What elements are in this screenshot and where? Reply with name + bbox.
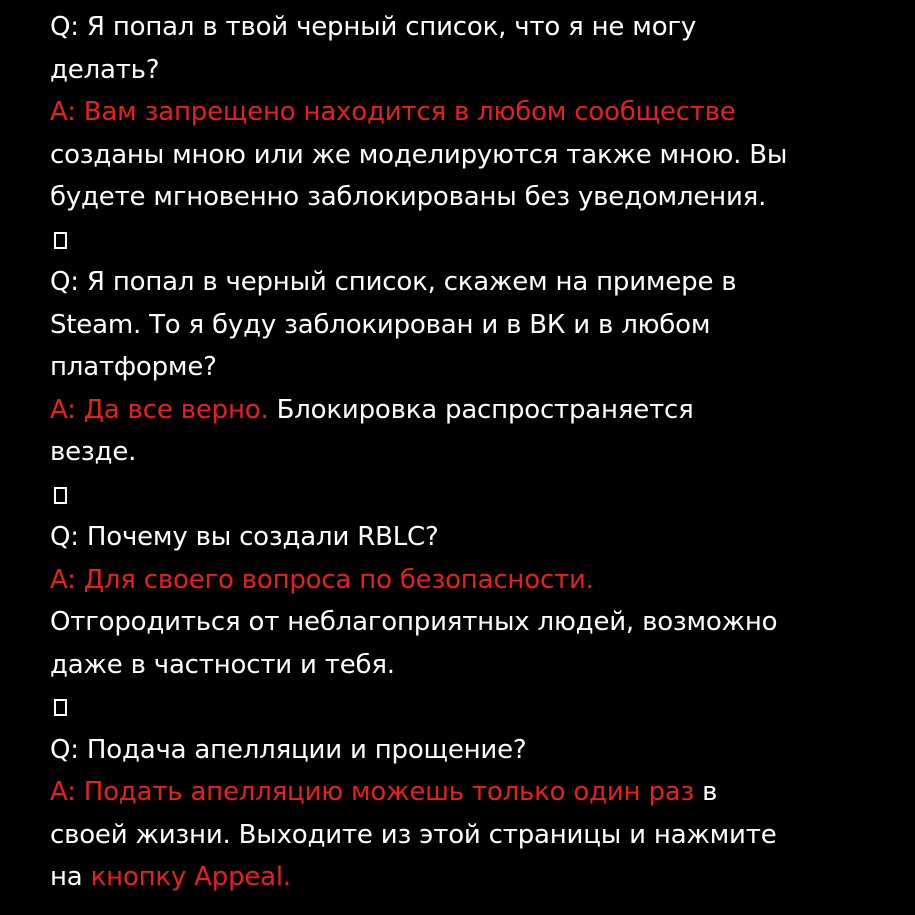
answer-4-text: в xyxy=(694,777,718,807)
answer-4-highlight: A: Подать апелляцию можешь только один раз xyxy=(50,777,695,807)
answer-1-line-2: созданы мною или же моделируются также мною. Вы xyxy=(50,139,788,170)
question-3-line-1: Q: Почему вы создали RBLC? xyxy=(50,522,439,552)
answer-4-line-1 xyxy=(50,771,880,814)
question-1-line-1: Q: Я попал в твой черный список, что я не могу xyxy=(50,12,697,42)
faq-document xyxy=(50,6,880,899)
missing-glyph-icon xyxy=(54,487,67,504)
separator-1 xyxy=(50,219,880,262)
answer-4-line-3 xyxy=(50,856,880,899)
answer-2-line-2: везде. xyxy=(50,437,137,467)
separator-2 xyxy=(50,474,880,517)
answer-3-line-3: даже в частности и тебя. xyxy=(50,649,395,680)
appeal-button-mention: кнопку Appeal. xyxy=(90,862,291,892)
answer-4-line-2: своей жизни. Выходите из этой страницы и нажмите xyxy=(50,819,777,850)
answer-2-highlight: A: Да все верно. xyxy=(50,394,269,425)
answer-1-highlight: A: Вам запрещено находится в любом сообществе xyxy=(50,97,736,127)
answer-2-text: Блокировка распространяется xyxy=(268,394,694,425)
answer-3-line-2: Отгородиться от неблагоприятных людей, возможно xyxy=(50,607,778,637)
answer-3-highlight: A: Для своего вопроса по безопасности. xyxy=(50,564,594,595)
question-2-line-3: платформе? xyxy=(50,352,217,382)
separator-3 xyxy=(50,686,880,729)
answer-2-line-1 xyxy=(50,389,880,432)
missing-glyph-icon xyxy=(54,232,67,249)
question-2-line-1: Q: Я попал в черный список, скажем на примере в xyxy=(50,267,737,297)
missing-glyph-icon xyxy=(54,699,67,716)
answer-1-line-3: будете мгновенно заблокированы без уведомления. xyxy=(50,182,767,212)
question-4-line-1: Q: Подача апелляции и прощение? xyxy=(50,734,527,765)
question-1-line-2: делать? xyxy=(50,54,160,85)
answer-4-prefix: на xyxy=(50,862,91,892)
question-2-line-2: Steam. То я буду заблокирован и в ВК и в любом xyxy=(50,309,711,340)
